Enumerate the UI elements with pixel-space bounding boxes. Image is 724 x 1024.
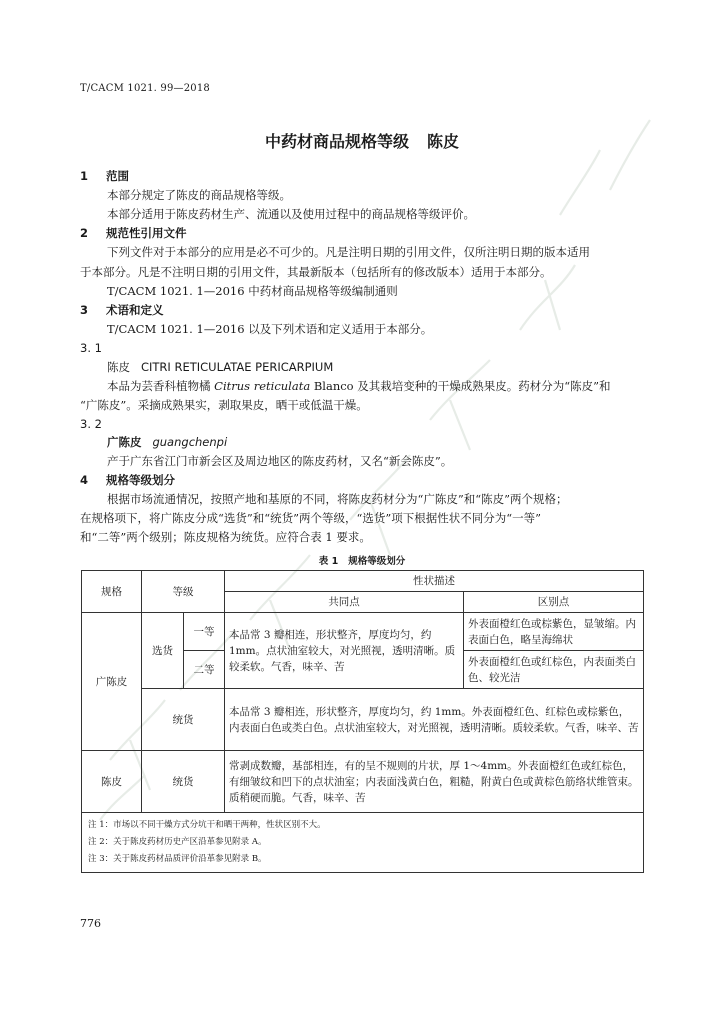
term-3-1	[107, 359, 333, 375]
section-1-heading	[80, 168, 129, 184]
section-3-heading	[80, 302, 164, 318]
cell-grade-first: 一等	[184, 613, 225, 651]
cell-gcp-tonghuo-desc: 本品常 3 瓣相连，形状整齐，厚度均匀，约 1mm。外表面橙红色、红棕色或棕紫色，内表面白色或类白色。点状油室较大，对光照视，透明清晰。质较柔软。气香，味辛、苦	[225, 689, 644, 751]
cell-second-diff: 外表面橙红色或红棕色，内表面类白色、较光洁	[464, 651, 644, 689]
grade-table	[81, 570, 644, 873]
standard-code: T/CACM 1021. 99—2018	[80, 83, 210, 94]
term-3-2-cn: 广陈皮	[107, 435, 142, 449]
page-number: 776	[80, 917, 101, 930]
table-row	[82, 689, 644, 751]
cell-xuanhuo: 选货	[142, 613, 184, 689]
s4-paragraph-1b: 在规格项下，将广陈皮分成“选货”和“统货”两个等级，“选货”项下根据性状不同分为“一等”	[80, 511, 542, 525]
cell-cp-tonghuo: 统货	[142, 751, 225, 813]
header-traits: 性状描述	[225, 571, 644, 592]
cell-grade-second: 二等	[184, 651, 225, 689]
header-grade: 等级	[142, 571, 225, 613]
section-3-2-number: 3. 2	[80, 417, 102, 431]
cell-cp-desc: 常剥成数瓣，基部相连，有的呈不规则的片状，厚 1～4mm。外表面橙红色或红棕色，有细皱纹和凹下的点状油室；内表面浅黄白色，粗糙，附黄白色或黄棕色筋络状维管束。质稍硬而脆。气香，味辛、苦	[225, 751, 644, 813]
s3-paragraph-1: T/CACM 1021. 1—2016 以及下列术语和定义适用于本部分。	[107, 322, 433, 336]
section-1-title: 范围	[106, 169, 129, 183]
table-caption-number: 表 1	[318, 556, 339, 567]
section-3-1-number: 3. 1	[80, 341, 102, 355]
s2-paragraph-1b: 于本部分。凡是不注明日期的引用文件，其最新版本（包括所有的修改版本）适用于本部分。	[80, 265, 552, 279]
header-diff: 区别点	[464, 592, 644, 613]
term-3-2-en: guangchenpi	[152, 435, 228, 449]
note-3: 注 3：关于陈皮药材品质评价沿革参见附录 B。	[88, 854, 267, 864]
section-2-title: 规范性引用文件	[106, 226, 187, 240]
s31-p1-post: Blanco 及其栽培变种的干燥成熟果皮。药材分为“陈皮”和	[310, 379, 611, 393]
header-spec: 规格	[82, 571, 142, 613]
term-3-1-cn: 陈皮	[107, 360, 130, 374]
s1-paragraph-2: 本部分适用于陈皮药材生产、流通以及使用过程中的商品规格等级评价。	[107, 207, 475, 221]
cell-spec-guangchenpi: 广陈皮	[82, 613, 142, 751]
s32-paragraph-1: 产于广东省江门市新会区及周边地区的陈皮药材，又名“新会陈皮”。	[107, 454, 453, 468]
term-3-1-en: CITRI RETICULATAE PERICARPIUM	[140, 360, 334, 374]
latin-name: Citrus reticulata	[214, 379, 311, 393]
table-caption	[0, 553, 724, 567]
cell-spec-chenpi: 陈皮	[82, 751, 142, 813]
table-row	[82, 613, 644, 651]
s1-paragraph-1: 本部分规定了陈皮的商品规格等级。	[107, 188, 291, 202]
cell-xuanhuo-common: 本品常 3 瓣相连，形状整齐，厚度均匀，约 1mm。点状油室较大，对光照视，透明清晰。质较柔软。气香，味辛、苦	[225, 613, 464, 689]
table-caption-title: 规格等级划分	[348, 556, 406, 567]
s4-paragraph-1c: 和“二等”两个级别；陈皮规格为统货。应符合表 1 要求。	[80, 530, 371, 544]
header-common: 共同点	[225, 592, 464, 613]
section-2-number: 2	[80, 226, 89, 240]
note-1: 注 1：市场以不同干燥方式分坑干和晒干两种，性状区别不大。	[88, 820, 326, 830]
s2-paragraph-1a: 下列文件对于本部分的应用是必不可少的。凡是注明日期的引用文件，仅所注明日期的版本适用	[107, 245, 590, 259]
cell-first-diff: 外表面橙红色或棕紫色，显皱缩。内表面白色，略呈海绵状	[464, 613, 644, 651]
title-main: 中药材商品规格等级	[264, 132, 409, 151]
s31-paragraph-2: “广陈皮”。采摘成熟果实，剥取果皮，晒干或低温干燥。	[80, 398, 368, 412]
s2-reference: T/CACM 1021. 1—2016 中药材商品规格等级编制通则	[107, 284, 398, 298]
section-2-heading	[80, 225, 187, 241]
title-sub: 陈皮	[427, 132, 460, 151]
s31-p1-pre: 本品为芸香科植物橘	[107, 379, 215, 393]
section-4-title: 规格等级划分	[106, 473, 175, 487]
table-header-row	[82, 571, 644, 592]
section-3-number: 3	[80, 303, 89, 317]
note-2: 注 2：关于陈皮药材历史产区沿革参见附录 A。	[88, 837, 267, 847]
table-notes-row	[82, 813, 644, 873]
s31-paragraph-1	[107, 378, 611, 394]
s4-paragraph-1a: 根据市场流通情况，按照产地和基原的不同，将陈皮药材分为“广陈皮”和“陈皮”两个规格；	[107, 492, 568, 506]
cell-gcp-tonghuo: 统货	[142, 689, 225, 751]
section-3-title: 术语和定义	[106, 303, 164, 317]
section-4-heading	[80, 472, 175, 488]
section-4-number: 4	[80, 473, 89, 487]
page-title	[0, 129, 724, 152]
table-row	[82, 751, 644, 813]
term-3-2	[107, 434, 227, 450]
section-1-number: 1	[80, 169, 89, 183]
table-notes	[82, 813, 644, 873]
